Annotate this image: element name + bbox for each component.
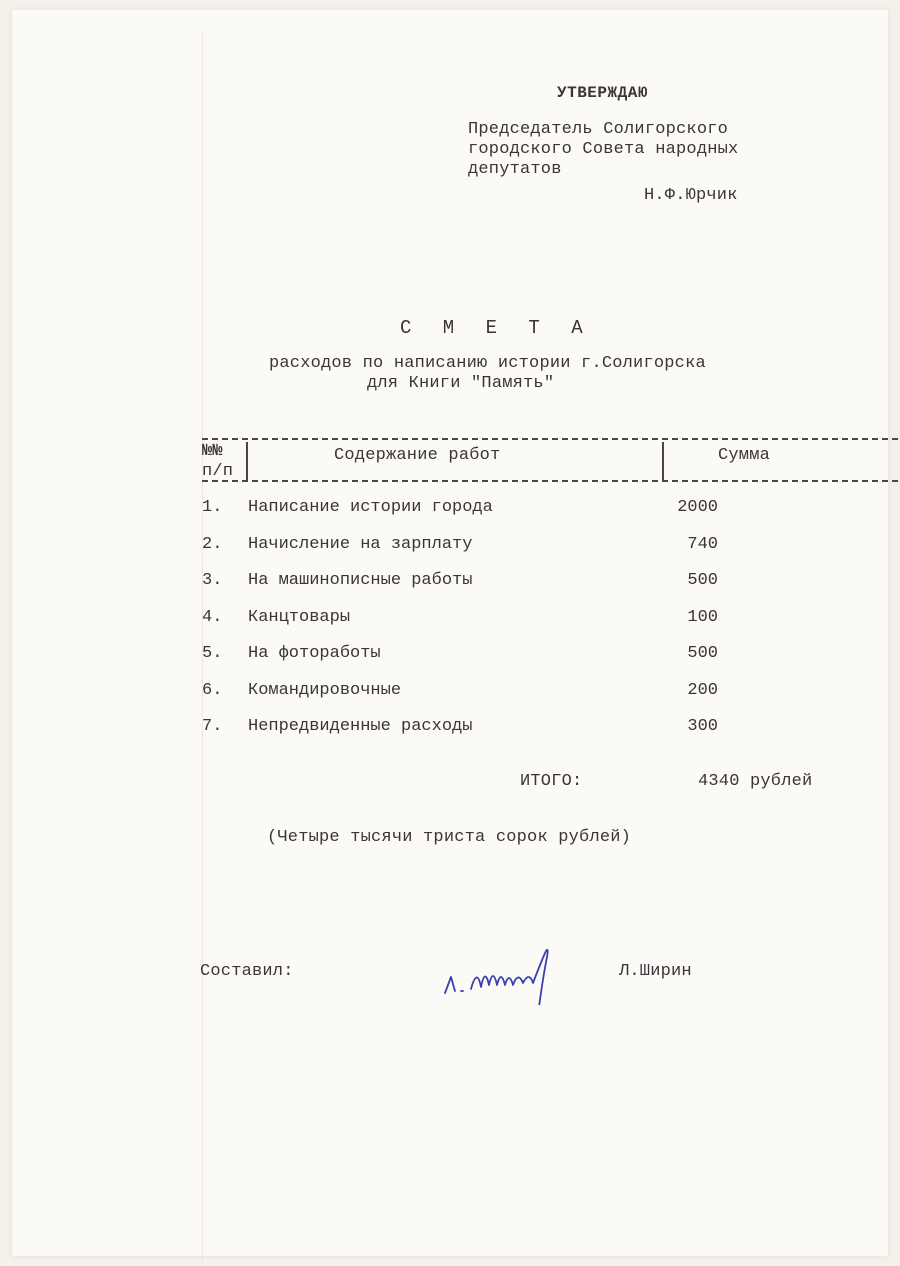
row-number: 3. [202,571,223,590]
header-number-line-1: №№ [202,442,223,461]
header-number-line-2: п/п [202,462,234,481]
row-amount: 740 [687,535,718,554]
approval-name: Н.Ф.Юрчик [644,186,738,205]
row-number: 5. [202,644,223,663]
header-sum: Сумма [718,446,771,465]
table-header-rule [202,480,898,482]
row-amount: 100 [687,608,718,627]
approval-line-3: депутатов [468,160,562,179]
row-label: Написание истории города [248,498,493,517]
row-label: Непредвиденные расходы [248,717,473,736]
signer-name: Л.Ширин [619,962,692,981]
row-number: 1. [202,498,223,517]
row-number: 4. [202,608,223,627]
header-content: Содержание работ [334,446,501,465]
approval-line-1: Председатель Солигорского [468,120,729,139]
row-label: Командировочные [248,681,402,700]
subtitle-line-2: для Книги "Память" [367,374,555,393]
row-label: Начисление на зарплату [248,535,473,554]
row-label: На фотоработы [248,644,381,663]
row-amount: 200 [687,681,718,700]
document-sheet [12,10,888,1256]
total-value: 4340 рублей [698,772,813,791]
row-amount: 500 [687,644,718,663]
row-label: На машинописные работы [248,571,473,590]
total-label: ИТОГО: [520,772,583,791]
row-number: 2. [202,535,223,554]
row-amount: 500 [687,571,718,590]
table-top-rule [202,438,898,440]
header-divider-1 [246,442,248,480]
row-label: Канцтовары [248,608,351,627]
composed-by-label: Составил: [200,962,294,981]
row-number: 6. [202,681,223,700]
total-in-words: (Четыре тысячи триста сорок рублей) [267,828,632,847]
approval-heading: УТВЕРЖДАЮ [557,84,648,102]
document-title: С М Е Т А [400,317,593,339]
header-divider-2 [662,442,664,480]
row-amount: 2000 [677,498,718,517]
approval-line-2: городского Совета народных [468,140,739,159]
subtitle-line-1: расходов по написанию истории г.Солигорска [269,354,706,373]
row-number: 7. [202,717,223,736]
handwritten-signature [437,925,597,1005]
row-amount: 300 [687,717,718,736]
